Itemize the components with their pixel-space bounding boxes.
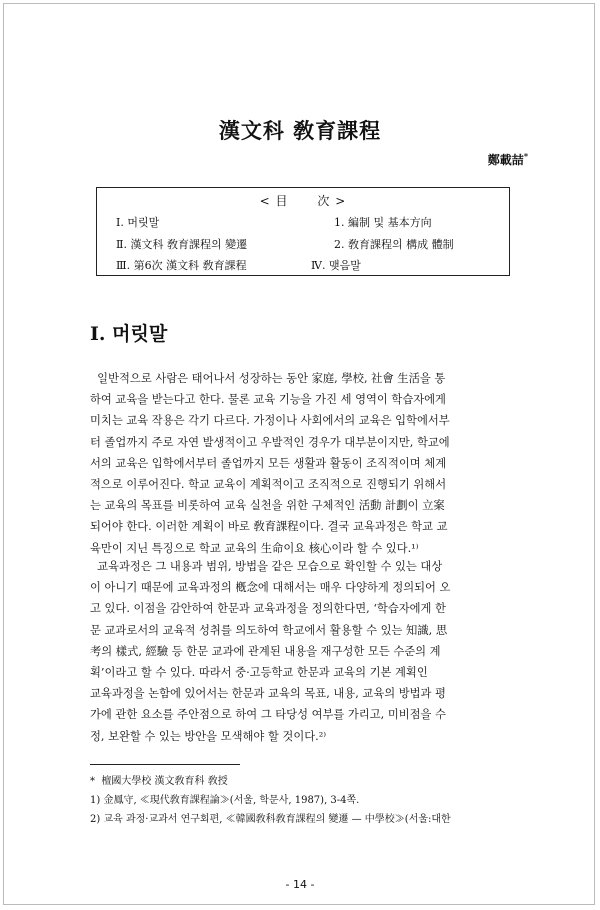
toc-item-6: Ⅳ. 맺음말 xyxy=(311,259,361,272)
table-of-contents xyxy=(96,187,510,276)
paragraph-line: 문 교과로서의 교육적 성취를 의도하여 학교에서 활용할 수 있는 知識, 思 xyxy=(90,623,448,637)
footnote-1: 1) 金鳳守, ≪現代敎育課程論≫(서울, 학문사, 1987), 3-4쪽. xyxy=(90,795,360,806)
toc-item-1: Ⅰ. 머릿말 xyxy=(116,216,160,229)
footnote-affiliation: * 檀國大學校 漢文敎育科 敎授 xyxy=(90,776,228,787)
paragraph-line: 일반적으로 사람은 태어나서 성장하는 동안 家庭, 學校, 社會 生活을 통 xyxy=(90,372,446,385)
paragraph-line: 미치는 교육 작용은 각기 다르다. 가정이나 사회에서의 교육은 입학에서부 xyxy=(90,414,450,428)
author xyxy=(488,151,528,168)
footnote-divider xyxy=(90,764,240,765)
paragraph-line: 는 교육의 목표를 비롯하여 교육 실천을 위한 구체적인 活動 計劃이 立案 xyxy=(90,499,445,513)
paragraph-line: 考의 樣式, 經驗 등 한문 교과에 관계된 내용을 재구성한 모든 수준의 계 xyxy=(90,644,441,658)
paragraph-line: 육만이 지닌 특징으로 학교 교육의 生命이요 核心이라 할 수 있다.¹⁾ xyxy=(90,541,419,555)
toc-item-5: Ⅲ. 第6次 漢文科 敎育課程 xyxy=(116,259,247,272)
paper-title: 漢文科 敎育課程 xyxy=(218,118,382,143)
paragraph-line: 적으로 이루어진다. 학교 교육이 계획적이고 조직적으로 진행되기 위해서 xyxy=(90,477,447,491)
paragraph-line: 이 아니기 때문에 교육과정의 槪念에 대해서는 매우 다양하게 정의되어 오 xyxy=(90,581,451,595)
toc-item-3: Ⅱ. 漢文科 敎育課程의 變遷 xyxy=(116,238,248,251)
paragraph-line: 획’이라고 할 수 있다. 따라서 중·고등학교 한문과 교육의 기본 계획인 xyxy=(90,665,428,679)
paragraph-line: 하여 교육을 받는다고 한다. 물론 교육 기능을 가진 세 영역이 학습자에게 xyxy=(90,393,446,407)
paragraph-line: 교육과정은 그 내용과 범위, 방법을 같은 모습으로 확인할 수 있는 대상 xyxy=(90,560,443,573)
paragraph-1 xyxy=(90,368,532,559)
page-number: - 14 - xyxy=(285,878,315,891)
paragraph-line: 되어야 한다. 이러한 계획이 바로 敎育課程이다. 결국 교육과정은 학교 교 xyxy=(90,520,448,534)
author-footnote-mark: * xyxy=(523,151,528,161)
author-name: 鄭載喆 xyxy=(487,153,524,167)
paragraph-line: 교육과정을 논함에 있어서는 한문과 교육의 목표, 내용, 교육의 방법과 평 xyxy=(90,687,446,701)
toc-heading: < 目 次 > xyxy=(259,194,347,208)
paragraph-line: 정, 보완할 수 있는 방안을 모색해야 할 것이다.²⁾ xyxy=(90,729,327,743)
paragraph-line: 고 있다. 이점을 감안하여 한문과 교육과정을 정의한다면, ‘학습자에게 한 xyxy=(90,602,446,616)
footnote-2: 2) 교육 과정·교과서 연구회편, ≪韓國敎科敎育課程의 變遷 — 中學校≫(서울:대한 xyxy=(90,814,451,825)
paragraph-line: 서의 교육은 입학에서부터 졸업까지 모든 생활과 활동이 조직적이며 체계 xyxy=(90,456,447,470)
paragraph-line: 가에 관한 요소를 주안점으로 하여 그 타당성 여부를 가리고, 미비점을 수 xyxy=(90,708,446,722)
toc-item-2: 1. 編制 및 基本方向 xyxy=(334,216,432,229)
toc-item-4: 2. 敎育課程의 構成 體制 xyxy=(334,238,454,251)
paragraph-2 xyxy=(90,556,532,747)
paragraph-line: 터 졸업까지 주로 자연 발생적이고 우발적인 경우가 대부분이지만, 학교에 xyxy=(90,435,450,449)
section-heading: Ⅰ. 머릿말 xyxy=(90,323,168,345)
